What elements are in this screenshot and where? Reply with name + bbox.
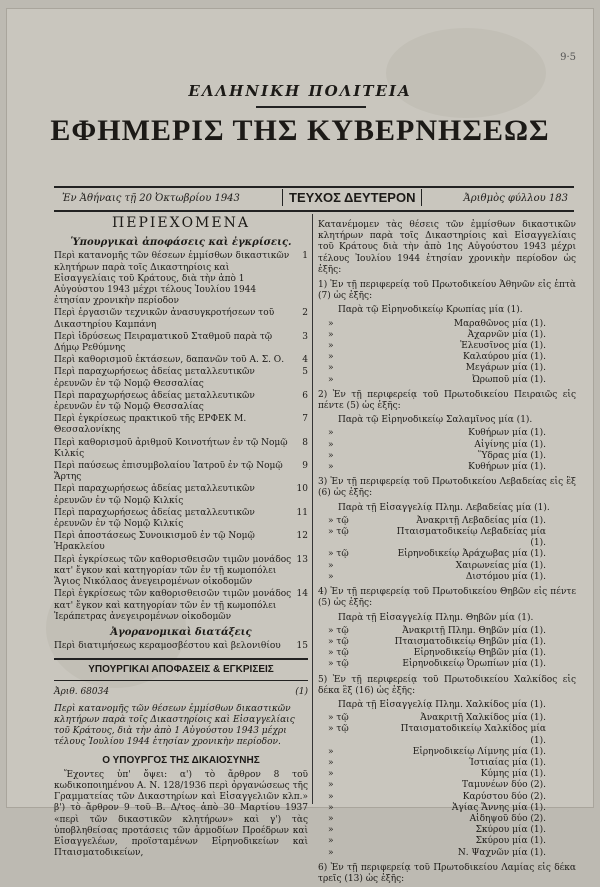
contents-item-text: Περὶ διατιμήσεως κεραμοσβέστου καὶ βελονιθίου (54, 641, 281, 652)
court-entry-text: Πταισματοδικείῳ Θηβῶν μία (1). (394, 636, 546, 647)
contents-item-text: Περὶ παραχωρήσεως ἀδείας μεταλλευτικῶν ἐρευνῶν ἐν τῷ Νομῷ Θεσσαλίας (54, 367, 255, 389)
court-entries (318, 319, 576, 386)
ditto-mark: » (328, 450, 334, 461)
allocation-paragraph: 5) Ἐν τῇ περιφερείᾳ τοῦ Πρωτοδικείου Χαλκίδος εἰς δέκα ἓξ (16) ὡς ἑξῆς: (318, 674, 576, 696)
contents-item (54, 367, 308, 389)
ditto-mark: » τῷ (328, 527, 349, 538)
court-entry-text: Ἀνακριτῇ Πλημ. Θηβῶν μία (1). (402, 625, 546, 636)
ditto-mark: » (328, 746, 334, 757)
contents-item-text: Περὶ ἀποστάσεως Συνοικισμοῦ ἐν τῷ Νομῷ Ἡρακλείου (54, 531, 255, 553)
decision-number: Ἀριθ. 68034 (54, 686, 110, 697)
court-entry-text: Χαιρωνείας μία (1). (455, 560, 546, 571)
contents-title: ΠΕΡΙΕΧΟΜΕΝΑ (112, 215, 250, 231)
masthead-rule (256, 106, 366, 108)
contents-item (54, 641, 308, 652)
issue-series: ΤΕΥΧΟΣ ΔΕΥΤΕΡΟΝ (282, 189, 422, 206)
court-line: Παρὰ τῷ Εἰρηνοδικείῳ Κρωπίας μία (1). (338, 305, 523, 316)
court-entry-text: Ταμυνέων δύο (2). (462, 780, 546, 791)
court-entry-text: Ἀνακριτῇ Χαλκίδος μία (1). (420, 713, 546, 724)
issue-date: Ἐν Ἀθήναις τῇ 20 Ὀκτωβρίου 1943 (62, 193, 240, 204)
court-entries (318, 516, 576, 583)
court-entry-text: Κυθήρων μία (1). (468, 462, 546, 473)
court-entry-text: Μαραθῶνος μία (1). (453, 318, 546, 329)
contents-item-text: Περὶ καθορισμοῦ ἐκτάσεων, δαπανῶν τοῦ Α. Σ. Ο. (54, 355, 285, 366)
decision-title: Περὶ κατανομῆς τῶν θέσεων ἐμμίσθων δικαστικῶν κλητήρων παρὰ τοῖς Δικαστηρίοις καὶ Εἰσαγγελίαις τοῦ Κράτους, διὰ τὴν ἀπὸ 1 Αὐγούστου 1943 μέχρι τέλους Ἰουλίου 1944 ἐτησίαν χρονικὴν περίοδον. (54, 703, 295, 748)
contents-item-text: Περὶ παραχωρήσεως ἀδείας μεταλλευτικῶν ἐρευνῶν ἐν τῷ Νομῷ Κιλκίς (54, 484, 255, 506)
court-entry (318, 836, 576, 847)
court-entry (318, 516, 576, 527)
court-entry-text: Εἰρηνοδικείῳ Λίμνης μία (1). (412, 746, 546, 757)
court-entry-text: Πταισματοδικείῳ Χαλκίδος μία (1). (400, 724, 546, 746)
contents-item (54, 391, 308, 413)
contents-item-text: Περὶ ἱδρύσεως Πειραματικοῦ Σταθμοῦ παρὰ τῷ Δήμῳ Ρεθύμνης (54, 331, 273, 354)
court-entry (318, 648, 576, 659)
right-column (318, 216, 576, 887)
court-entry (318, 428, 576, 439)
contents-item-number: 1 (302, 251, 308, 262)
court-entry-text: Καρύστου δύο (2). (462, 791, 546, 802)
decision-index: (1) (295, 686, 308, 697)
court-entry (318, 451, 576, 462)
ditto-mark: » (328, 802, 334, 813)
contents-subhead: Ὑπουργικαὶ ἀποφάσεις καὶ ἐγκρίσεις. (70, 237, 292, 249)
section-rule (54, 658, 308, 660)
court-entry (318, 352, 576, 363)
court-entry-text: Πταισματοδικείῳ Λεβαδείας μία (1). (396, 527, 546, 549)
allocation-intro: Κατανέμομεν τὰς θέσεις τῶν ἐμμίσθων δικαστικῶν κλητήρων παρὰ τοῖς Δικαστηρίοις καὶ Εἰσαγγελίαις τοῦ Κράτους διὰ τὴν ἀπὸ 1ης Αὐγούστου 1943 μέχρι τέλους Ἰουλίου 1944 ἐτησίαν χρονικὴν περίοδον ὡς ἑξῆς: (318, 220, 576, 275)
ditto-mark: » τῷ (328, 724, 349, 735)
contents-item (54, 531, 308, 553)
contents-list (54, 641, 308, 652)
court-entry (318, 561, 576, 572)
decision-body: Ἔχοντες ὑπ' ὄψει: α') τὸ ἄρθρον 8 τοῦ κωδικοποιημένου Α. Ν. 128/1936 περὶ ὀργανώσεως τῆς Γραμματείας τῶν Δικαστηρίων καὶ Εἰσαγγελιῶν κλπ.» β') τὸ ἄρθρον 9 τοῦ Β. Δ/τος ἀπὸ 30 Μαρτίου 1937 «περὶ τῶν δικαστικῶν κλητήρων» καὶ γ') τὰς ὑποβληθείσας προτάσεις τῶν ἁρμοδίων Προέδρων καὶ Εἰσαγγελέων, προϊσταμένων Εἰρηνοδικείων καὶ Πταισματοδικείων, (54, 769, 308, 859)
court-entry-text: Καλαύρου μία (1). (462, 352, 546, 363)
section-heading: ΥΠΟΥΡΓΙΚΑΙ ΑΠΟΦΑΣΕΙΣ & ΕΓΚΡΙΣΕΙΣ (88, 664, 274, 676)
masthead-title: ΕΦΗΜΕΡΙΣ ΤΗΣ ΚΥΒΕΡΝΗΣΕΩΣ (50, 114, 550, 147)
ditto-mark: » τῷ (328, 659, 349, 670)
court-entry (318, 713, 576, 724)
court-entry (318, 341, 576, 352)
court-entries (318, 428, 576, 473)
contents-item-text: Περὶ κατανομῆς τῶν θέσεων ἐμμίσθων δικαστικῶν κλητήρων παρὰ τοῖς Δικαστηρίοις καὶ Εἰσαγγελίαις τοῦ Κράτους, διὰ τὴν ἀπὸ 1 Αὐγούστου 1943 μέχρι τέλους Ἰουλίου 1944 ἐτησίαν χρονικὴν περίοδον (54, 251, 290, 307)
ditto-mark: » (328, 571, 334, 582)
ditto-mark: » (328, 439, 334, 450)
court-entry (318, 626, 576, 637)
contents-item (54, 332, 308, 354)
ditto-mark: » (328, 318, 334, 329)
allocation-paragraph: 6) Ἐν τῇ περιφερείᾳ τοῦ Πρωτοδικείου Λαμίας εἰς δέκα τρεῖς (13) ὡς ἑξῆς: (318, 862, 576, 884)
contents-item (54, 438, 308, 460)
contents-item-text: Περὶ ἐγκρίσεως πρακτικοῦ τῆς ΕΡΦΕΚ Μ. Θεσσαλονίκης (54, 414, 247, 436)
court-entry (318, 549, 576, 560)
contents-item-text: Περὶ καθορισμοῦ ἀριθμοῦ Κοινοτήτων ἐν τῷ Νομῷ Κιλκίς (54, 437, 288, 459)
ditto-mark: » (328, 329, 334, 340)
court-entry-text: Κύμης μία (1). (480, 769, 546, 780)
court-entry (318, 330, 576, 341)
court-entry (318, 319, 576, 330)
court-entry (318, 659, 576, 670)
allocation-paragraph: 1) Ἐν τῇ περιφερείᾳ τοῦ Πρωτοδικείου Ἀθηνῶν εἰς ἑπτὰ (7) ὡς ἑξῆς: (318, 280, 576, 302)
ditto-mark: » τῷ (328, 636, 349, 647)
court-line: Παρὰ τῇ Εἰσαγγελίᾳ Πλημ. Χαλκίδος μία (1). (338, 699, 546, 710)
court-entry-text: Εἰρηνοδικείῳ Ὀρωπίων μία (1). (402, 659, 546, 670)
court-entry-text: Εἰρηνοδικείῳ Ἀράχωβας μία (1). (397, 549, 546, 560)
decision-reference (54, 687, 308, 698)
issue-bar (54, 186, 574, 212)
court-entry (318, 848, 576, 859)
allocation-paragraph: 3) Ἐν τῇ περιφερείᾳ τοῦ Πρωτοδικείου Λεβαδείας εἰς ἓξ (6) ὡς ἑξῆς: (318, 477, 576, 499)
contents-item-text: Περὶ ἐργασιῶν τεχνικῶν ἀνασυγκροτήσεων τοῦ Δικαστηρίου Καμπάνη (54, 308, 275, 330)
contents-item-number: 13 (296, 554, 308, 565)
court-entry-text: Σκύρου μία (1). (475, 825, 546, 836)
contents-item (54, 461, 308, 483)
contents-item (54, 414, 308, 436)
contents-item (54, 555, 308, 589)
ditto-mark: » τῷ (328, 648, 349, 659)
court-entry-text: Κυθήρων μία (1). (468, 428, 546, 439)
column-divider (312, 214, 313, 804)
contents-item-number: 11 (296, 507, 308, 518)
ditto-mark: » (328, 791, 334, 802)
court-entry (318, 769, 576, 780)
court-entry-text: Σκύρου μία (1). (475, 836, 546, 847)
court-entry (318, 825, 576, 836)
ditto-mark: » τῷ (328, 713, 349, 724)
court-entry (318, 814, 576, 825)
contents-item-number: 9 (302, 461, 308, 472)
allocation-paragraph: 4) Ἐν τῇ περιφερείᾳ τοῦ Πρωτοδικείου Θηβῶν εἰς πέντε (5) ὡς ἑξῆς: (318, 587, 576, 609)
court-line: Παρὰ τῇ Εἰσαγγελίᾳ Πλημ. Λεβαδείας μία (1). (338, 502, 550, 513)
ditto-mark: » (328, 769, 334, 780)
court-entries (318, 626, 576, 671)
court-entry (318, 747, 576, 758)
contents-item-number: 6 (302, 390, 308, 401)
contents-item-number: 5 (302, 367, 308, 378)
ditto-mark: » (328, 825, 334, 836)
court-entry (318, 780, 576, 791)
court-entry-text: Ὠρωποῦ μία (1). (472, 374, 546, 385)
court-entry-text: Ἐλευσῖνος μία (1). (460, 341, 546, 352)
ditto-mark: » (328, 813, 334, 824)
court-entry-text: Ὕδρας μία (1). (477, 450, 546, 461)
ditto-mark: » (328, 341, 334, 352)
ditto-mark: » τῷ (328, 549, 349, 560)
ditto-mark: » (328, 428, 334, 439)
contents-item-number: 3 (302, 331, 308, 342)
ditto-mark: » (328, 462, 334, 473)
court-entry (318, 803, 576, 814)
court-entry (318, 363, 576, 374)
contents-item-text: Περὶ ἐγκρίσεως τῶν καθορισθεισῶν τιμῶν μονάδος κατ' ἔγκον καὶ κατηγορίαν τῶν ἐν τῇ κωμοπόλει Ἱεράπετρας ἀνεγειρομένων οἰκοδομῶν (54, 589, 292, 622)
contents-item-text: Περὶ παραχωρήσεως ἀδείας μεταλλευτικῶν ἐρευνῶν ἐν τῷ Νομῷ Θεσσαλίας (54, 390, 255, 413)
ditto-mark: » τῷ (328, 625, 349, 636)
contents-item-text: Περὶ παραχωρήσεως ἀδείας μεταλλευτικῶν ἐρευνῶν ἐν τῷ Νομῷ Κιλκίς (54, 507, 255, 530)
court-line: Παρὰ τῇ Εἰσαγγελίᾳ Πλημ. Θηβῶν μία (1). (338, 612, 534, 623)
section-rule (54, 680, 308, 681)
court-entry-text: Ν. Ψαχνῶν μία (1). (457, 847, 546, 858)
court-entry (318, 637, 576, 648)
contents-item (54, 355, 308, 366)
court-entry-text: Εἰρηνοδικείῳ Θηβῶν μία (1). (413, 648, 546, 659)
masthead-state: ΕΛΛΗΝΙΚΗ ΠΟΛΙΤΕΙΑ (188, 82, 412, 100)
court-entry (318, 724, 576, 746)
issue-sheet-number: Ἀριθμὸς φύλλου 183 (463, 193, 568, 204)
left-column (54, 216, 308, 861)
contents-item (54, 308, 308, 330)
ditto-mark: » (328, 374, 334, 385)
court-entries (318, 713, 576, 859)
court-entry (318, 440, 576, 451)
allocation-paragraph: 2) Ἐν τῇ περιφερείᾳ τοῦ Πρωτοδικείου Πειραιῶς εἰς πέντε (5) ὡς ἑξῆς: (318, 389, 576, 412)
court-entry (318, 792, 576, 803)
contents-item (54, 589, 308, 623)
contents-item-number: 10 (296, 484, 308, 495)
contents-item-number: 4 (302, 355, 308, 366)
court-entry-text: Ἁγίας Ἄννης μία (1). (451, 802, 546, 813)
court-entry-text: Ἱστιαίας μία (1). (469, 757, 546, 768)
contents-item-number: 14 (296, 589, 308, 600)
contents-item-number: 15 (296, 641, 308, 652)
contents-list (54, 251, 308, 623)
court-entry (318, 462, 576, 473)
court-entry (318, 375, 576, 386)
court-entry-text: Ἀνακριτῇ Λεβαδείας μία (1). (416, 515, 546, 526)
court-entry-text: Ἀχαρνῶν μία (1). (467, 329, 546, 340)
contents-item-text: Περὶ παύσεως ἐπισυμβολαίου Ἰατροῦ ἐν τῷ Νομῷ Ἄρτης (54, 461, 283, 483)
contents-item-number: 2 (302, 308, 308, 319)
court-entry-text: Μεγάρων μία (1). (465, 363, 546, 374)
contents-item (54, 508, 308, 530)
contents-item-text: Περὶ ἐγκρίσεως τῶν καθορισθεισῶν τιμῶν μονάδος κατ' ἔγκον καὶ κατηγορίαν τῶν ἐν τῇ κωμοπόλει Ἅγιος Νικόλαος ἀνεγειρομένων οἰκοδομῶν (54, 554, 292, 588)
contents-item-number: 8 (302, 437, 308, 448)
court-line: Παρὰ τῷ Εἰρηνοδικείῳ Σαλαμῖνος μία (1). (338, 415, 533, 426)
ditto-mark: » (328, 352, 334, 363)
paper-stain (386, 28, 546, 118)
court-entry (318, 527, 576, 549)
ditto-mark: » (328, 560, 334, 571)
ditto-mark: » (328, 363, 334, 374)
minister-heading: Ο ΥΠΟΥΡΓΟΣ ΤΗΣ ΔΙΚΑΙΟΣΥΝΗΣ (102, 754, 260, 766)
court-entry-text: Αἰδηψοῦ δύο (2). (469, 813, 546, 824)
contents-item (54, 484, 308, 506)
ditto-mark: » τῷ (328, 515, 349, 526)
court-entry (318, 758, 576, 769)
ditto-mark: » (328, 847, 334, 858)
contents-item-number: 7 (302, 414, 308, 425)
court-entry-text: Αἰγίνης μία (1). (474, 439, 546, 450)
contents-item-number: 12 (296, 531, 308, 542)
court-entry-text: Διστόμου μία (1). (465, 571, 546, 582)
court-entry (318, 572, 576, 583)
ditto-mark: » (328, 836, 334, 847)
page-number: 9·5 (560, 52, 576, 63)
contents-subhead: Ἀγορανομικαὶ διατάξεις (110, 626, 252, 638)
newspaper-page (6, 8, 594, 884)
ditto-mark: » (328, 780, 334, 791)
contents-item (54, 251, 308, 307)
ditto-mark: » (328, 757, 334, 768)
